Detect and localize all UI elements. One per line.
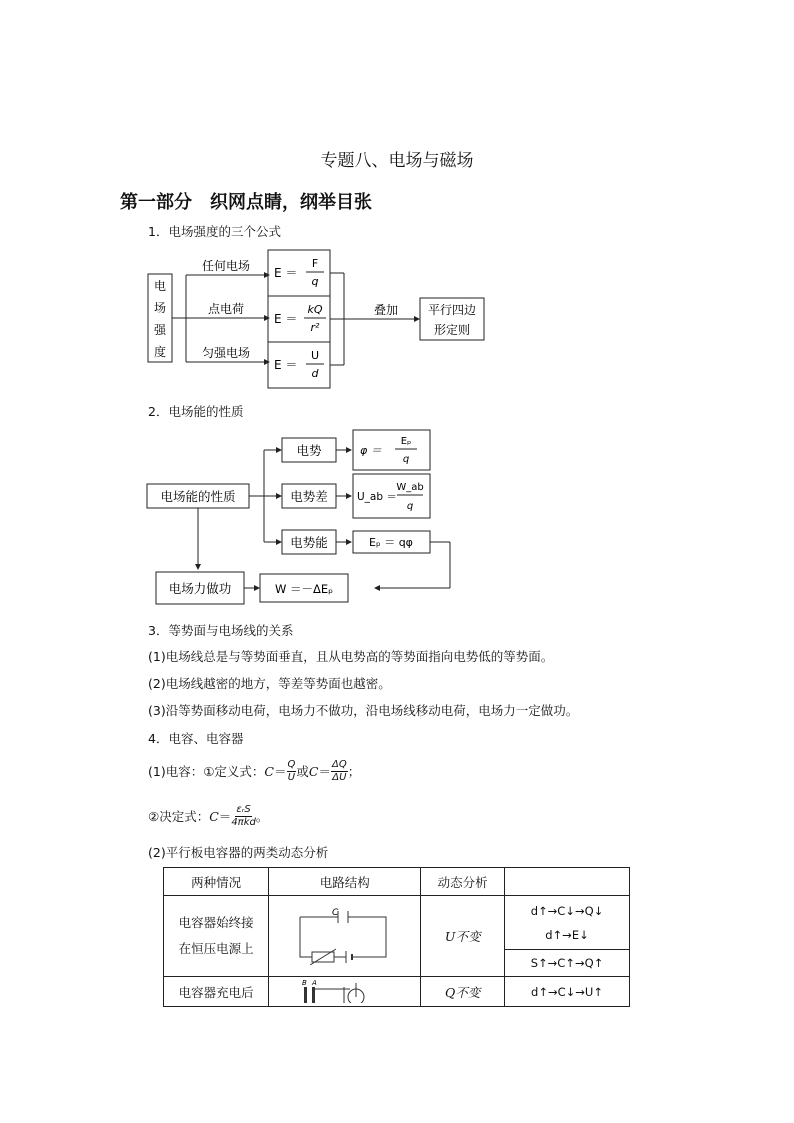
formula-lhs: E ＝ bbox=[274, 312, 298, 326]
capacitor-analysis-table bbox=[163, 867, 630, 1007]
period: 。 bbox=[255, 809, 269, 824]
potential-energy-label: 电势能 bbox=[290, 535, 328, 550]
analysis-line: d↑→E↓ bbox=[545, 927, 589, 942]
case-line: 电容器始终接 bbox=[178, 915, 254, 930]
case-line: 在恒压电源上 bbox=[178, 941, 254, 956]
circuit-cell bbox=[269, 896, 421, 977]
combine-label: 叠加 bbox=[373, 303, 399, 317]
work-formula: W ＝－ΔEₚ bbox=[274, 582, 334, 596]
equals-sign: ＝ bbox=[274, 764, 287, 779]
definition-line bbox=[148, 756, 360, 786]
capacitor-label: C bbox=[331, 907, 339, 918]
relation-line-3: (3)沿等势面移动电荷，电场力不做功，沿电场线移动电荷，电场力一定做功。 bbox=[148, 703, 579, 718]
potential-energy-diagram bbox=[140, 422, 470, 612]
definition-fraction-2 bbox=[331, 760, 348, 783]
fraction-denominator: ΔU bbox=[332, 771, 347, 783]
root-label: 电场能的性质 bbox=[160, 489, 236, 504]
equals-sign: ＝ bbox=[218, 809, 232, 824]
analysis-cell: S↑→C↑→Q↑ bbox=[504, 950, 629, 977]
fraction-denominator: 4πkd bbox=[231, 816, 256, 828]
u-lhs: U_ab ＝ bbox=[357, 491, 397, 503]
branch-label-point-charge: 点电荷 bbox=[207, 302, 245, 316]
fraction-numerator: εᵣS bbox=[236, 803, 251, 815]
condition-cell bbox=[421, 977, 505, 1007]
formula-1-num: F bbox=[311, 257, 319, 270]
circuit-cell bbox=[269, 977, 421, 1007]
phi-lhs: φ ＝ bbox=[360, 444, 382, 457]
u-den: q bbox=[406, 501, 414, 512]
section-2-heading: 2．电场能的性质 bbox=[148, 404, 244, 419]
ep-formula: Eₚ ＝ qφ bbox=[369, 536, 413, 549]
phi-den: q bbox=[402, 454, 410, 465]
header-cell: 动态分析 bbox=[421, 868, 505, 896]
work-label: 电场力做功 bbox=[168, 581, 232, 596]
table-header-row bbox=[164, 868, 630, 896]
plate-label-a: A bbox=[311, 979, 317, 987]
field-strength-char: 强 bbox=[153, 323, 167, 337]
potential-label: 电势 bbox=[296, 443, 322, 458]
fraction-numerator: ΔQ bbox=[332, 758, 347, 770]
capacitance-symbol: C bbox=[209, 808, 219, 824]
branch-label-any-field: 任何电场 bbox=[201, 259, 251, 273]
analysis-line: d↑→C↓→Q↓ bbox=[530, 903, 604, 918]
charged-capacitor-diagram bbox=[290, 977, 400, 1003]
header-cell bbox=[504, 868, 629, 896]
determination-fraction bbox=[231, 805, 256, 828]
relation-line-1: (1)电场线总是与等势面垂直，且从电势高的等势面指向电势低的等势面。 bbox=[148, 649, 554, 664]
fraction-numerator: Q bbox=[287, 758, 296, 770]
field-strength-char: 场 bbox=[153, 301, 167, 315]
plate-label-b: B bbox=[301, 979, 307, 987]
analysis-cell: d↑→C↓→U↑ bbox=[504, 977, 629, 1007]
potential-difference-label: 电势差 bbox=[290, 489, 328, 504]
section-4-heading: 4．电容、电容器 bbox=[148, 731, 244, 746]
field-strength-char: 电 bbox=[153, 279, 167, 293]
formula-2-num: kQ bbox=[307, 303, 323, 316]
u-num: W_ab bbox=[396, 482, 424, 493]
capacitance-symbol: C bbox=[308, 763, 319, 779]
condition-text: Q不变 bbox=[445, 984, 481, 1000]
table-row bbox=[164, 977, 630, 1007]
page-title: 专题八、电场与磁场 bbox=[320, 151, 474, 171]
formula-lhs: E ＝ bbox=[274, 266, 298, 280]
equals-sign: ＝ bbox=[318, 764, 331, 779]
formula-3-num: U bbox=[310, 349, 320, 362]
field-strength-diagram bbox=[140, 242, 500, 392]
header-cell: 两种情况 bbox=[164, 868, 269, 896]
section-3-heading: 3．等势面与电场线的关系 bbox=[148, 623, 294, 638]
definition-prefix: (1)电容：①定义式： bbox=[148, 764, 265, 779]
formula-1-den: q bbox=[311, 275, 319, 288]
branch-label-uniform-field: 匀强电场 bbox=[201, 346, 251, 360]
result-line-1: 平行四边 bbox=[427, 303, 477, 317]
analysis-cell bbox=[504, 896, 629, 950]
relation-line-2: (2)电场线越密的地方，等差等势面也越密。 bbox=[148, 676, 391, 691]
constant-voltage-circuit-diagram bbox=[290, 905, 400, 965]
capacitance-symbol: C bbox=[264, 763, 274, 779]
determination-line bbox=[148, 801, 268, 831]
semicolon: ； bbox=[347, 764, 361, 779]
definition-fraction-1 bbox=[287, 760, 297, 783]
condition-text: U不变 bbox=[444, 929, 481, 944]
dynamic-analysis-heading: (2)平行板电容器的两类动态分析 bbox=[148, 845, 329, 860]
phi-num: Eₚ bbox=[400, 436, 412, 447]
fraction-denominator: U bbox=[287, 771, 296, 783]
determination-prefix: ②决定式： bbox=[148, 809, 210, 824]
section-1-heading: 1．电场强度的三个公式 bbox=[148, 224, 281, 239]
field-strength-char: 度 bbox=[153, 345, 167, 359]
part-heading: 第一部分 织网点睛，纲举目张 bbox=[120, 192, 372, 213]
result-line-2: 形定则 bbox=[433, 323, 471, 337]
case-cell: 电容器充电后 bbox=[164, 977, 269, 1007]
table-row bbox=[164, 896, 630, 950]
condition-cell bbox=[421, 896, 505, 977]
or-word: 或 bbox=[296, 764, 309, 779]
formula-2-den: r² bbox=[310, 321, 320, 334]
case-cell bbox=[164, 896, 269, 977]
formula-3-den: d bbox=[311, 367, 319, 380]
header-cell: 电路结构 bbox=[269, 868, 421, 896]
formula-lhs: E ＝ bbox=[274, 358, 298, 372]
